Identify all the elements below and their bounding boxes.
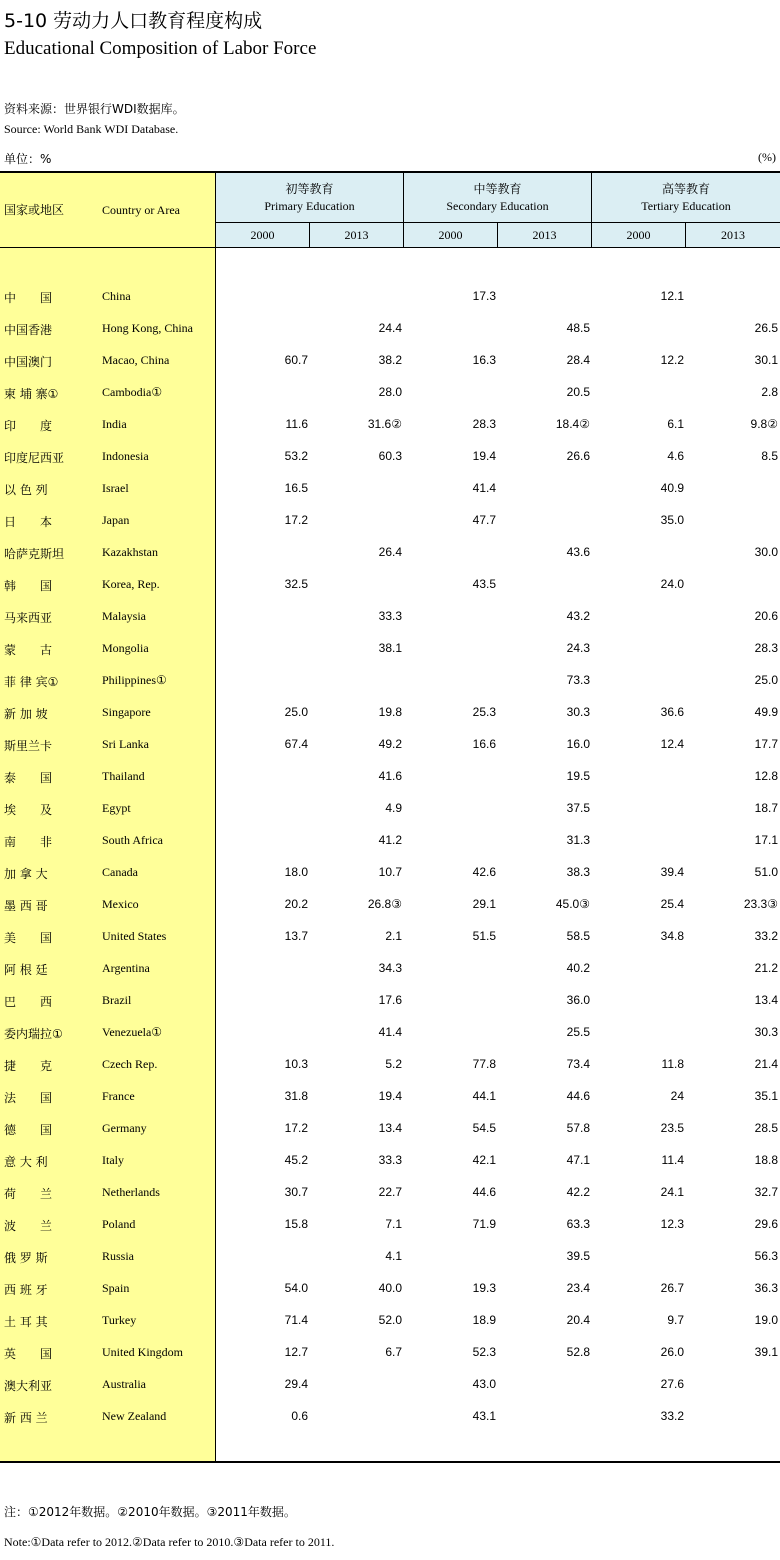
table-row	[0, 1400, 780, 1432]
country-name-en: Macao, China	[102, 353, 170, 367]
country-name-en: Cambodia①	[102, 385, 163, 399]
value-cell: 36.0	[566, 993, 590, 1007]
value-cell: 71.4	[284, 1313, 308, 1327]
value-cell: 4.1	[385, 1249, 402, 1263]
value-cell: 43.5	[472, 577, 496, 591]
value-cell: 71.9	[472, 1217, 496, 1231]
value-cell: 43.6	[566, 545, 590, 559]
value-cell: 12.8	[754, 769, 778, 783]
table-row	[0, 728, 780, 760]
value-cell: 16.0	[566, 737, 590, 751]
country-name-cn: 新 加 坡	[4, 707, 48, 721]
value-cell: 15.8	[284, 1217, 308, 1231]
country-name-en: Kazakhstan	[102, 545, 158, 559]
value-cell: 18.7	[754, 801, 778, 815]
value-cell: 16.6	[472, 737, 496, 751]
value-cell: 12.7	[284, 1345, 308, 1359]
value-cell: 19.3	[472, 1281, 496, 1295]
unit-label-right: (%)	[758, 150, 776, 164]
value-cell: 6.1	[667, 417, 684, 431]
table-row	[0, 568, 780, 600]
table-row	[0, 1336, 780, 1368]
value-cell: 31.3	[566, 833, 590, 847]
value-cell: 35.0	[660, 513, 684, 527]
value-cell: 12.2	[660, 353, 684, 367]
country-name-cn: 韩 国	[4, 579, 53, 593]
source-note-en: Source: World Bank WDI Database.	[4, 122, 179, 136]
country-name-en: Russia	[102, 1249, 135, 1263]
country-name-en: Spain	[102, 1281, 130, 1295]
country-name-cn: 以 色 列	[4, 483, 48, 497]
country-name-en: China	[102, 289, 131, 303]
value-cell: 24.4	[378, 321, 402, 335]
value-cell: 43.1	[472, 1409, 496, 1423]
country-name-en: Netherlands	[102, 1185, 160, 1199]
value-cell: 20.6	[754, 609, 778, 623]
value-cell: 34.3	[378, 961, 402, 975]
value-cell: 13.4	[754, 993, 778, 1007]
value-cell: 12.1	[660, 289, 684, 303]
table-title-en: Educational Composition of Labor Force	[4, 38, 317, 59]
country-name-en: Italy	[102, 1153, 124, 1167]
unit-label-cn: 单位：%	[4, 152, 52, 166]
value-cell: 17.6	[378, 993, 402, 1007]
country-name-en: Poland	[102, 1217, 136, 1231]
country-name-en: Malaysia	[102, 609, 146, 623]
value-cell: 24.1	[660, 1185, 684, 1199]
value-cell: 22.7	[378, 1185, 402, 1199]
country-name-cn: 委内瑞拉①	[4, 1027, 63, 1041]
value-cell: 37.5	[566, 801, 590, 815]
value-cell: 7.1	[385, 1217, 402, 1231]
value-cell: 67.4	[284, 737, 308, 751]
value-cell: 36.3	[754, 1281, 778, 1295]
value-cell: 40.2	[566, 961, 590, 975]
value-cell: 18.4②	[555, 417, 590, 431]
header-group-en: Secondary Education	[446, 199, 549, 213]
country-name-en: Sri Lanka	[102, 737, 149, 751]
country-name-cn: 柬 埔 寨①	[4, 387, 59, 401]
value-cell: 40.9	[660, 481, 684, 495]
value-cell: 28.3	[472, 417, 496, 431]
country-name-cn: 中国澳门	[4, 355, 53, 369]
country-name-en: South Africa	[102, 833, 163, 847]
table-row	[0, 792, 780, 824]
value-cell: 47.7	[472, 513, 496, 527]
value-cell: 60.7	[284, 353, 308, 367]
country-name-en: Mexico	[102, 897, 139, 911]
country-name-cn: 土 耳 其	[4, 1315, 48, 1329]
value-cell: 28.4	[566, 353, 590, 367]
header-group-cn: 高等教育	[661, 182, 710, 196]
value-cell: 19.8	[378, 705, 402, 719]
header-group-en: Tertiary Education	[641, 199, 731, 213]
value-cell: 52.0	[378, 1313, 402, 1327]
country-name-cn: 德 国	[4, 1123, 53, 1137]
footnote-en: Note:①Data refer to 2012.②Data refer to 2010.③Data refer to 2011.	[4, 1535, 335, 1549]
table-row	[0, 984, 780, 1016]
value-cell: 17.2	[284, 513, 308, 527]
value-cell: 26.7	[660, 1281, 684, 1295]
table-row	[0, 600, 780, 632]
table-row	[0, 1176, 780, 1208]
value-cell: 8.5	[761, 449, 778, 463]
country-name-cn: 蒙 古	[4, 643, 53, 657]
country-name-en: Philippines①	[102, 673, 167, 687]
table-row	[0, 1080, 780, 1112]
value-cell: 33.2	[754, 929, 778, 943]
value-cell: 58.5	[566, 929, 590, 943]
value-cell: 9.7	[667, 1313, 684, 1327]
value-cell: 25.5	[566, 1025, 590, 1039]
value-cell: 41.2	[378, 833, 402, 847]
table-row	[0, 280, 780, 312]
value-cell: 16.3	[472, 353, 496, 367]
country-name-cn: 美 国	[4, 931, 53, 945]
value-cell: 43.0	[472, 1377, 496, 1391]
value-cell: 52.3	[472, 1345, 496, 1359]
country-name-cn: 泰 国	[4, 771, 53, 785]
table-row	[0, 344, 780, 376]
value-cell: 24.0	[660, 577, 684, 591]
value-cell: 35.1	[754, 1089, 778, 1103]
value-cell: 41.4	[378, 1025, 402, 1039]
table-title-cn: 5-10 劳动力人口教育程度构成	[4, 10, 263, 32]
country-name-en: Mongolia	[102, 641, 149, 655]
table-row	[0, 824, 780, 856]
value-cell: 26.4	[378, 545, 402, 559]
value-cell: 20.4	[566, 1313, 590, 1327]
value-cell: 54.0	[284, 1281, 308, 1295]
country-name-cn: 印度尼西亚	[4, 451, 65, 465]
value-cell: 19.5	[566, 769, 590, 783]
value-cell: 54.5	[472, 1121, 496, 1135]
value-cell: 23.3③	[743, 897, 778, 911]
country-name-cn: 加 拿 大	[4, 867, 48, 881]
table-row	[0, 1112, 780, 1144]
country-name-cn: 俄 罗 斯	[4, 1251, 48, 1265]
value-cell: 30.7	[284, 1185, 308, 1199]
header-year: 2000	[626, 228, 651, 242]
footnote-cn: 注：①2012年数据。②2010年数据。③2011年数据。	[4, 1505, 296, 1519]
value-cell: 27.6	[660, 1377, 684, 1391]
value-cell: 17.1	[754, 833, 778, 847]
value-cell: 38.1	[378, 641, 402, 655]
value-cell: 17.7	[754, 737, 778, 751]
country-name-en: United States	[102, 929, 167, 943]
header-year: 2013	[721, 228, 745, 242]
value-cell: 48.5	[566, 321, 590, 335]
value-cell: 25.0	[754, 673, 778, 687]
value-cell: 51.0	[754, 865, 778, 879]
header-group-en: Primary Education	[264, 199, 355, 213]
table-row	[0, 376, 780, 408]
value-cell: 44.1	[472, 1089, 496, 1103]
header-group-cn: 中等教育	[473, 182, 522, 196]
value-cell: 36.6	[660, 705, 684, 719]
country-name-en: New Zealand	[102, 1409, 167, 1423]
value-cell: 11.4	[661, 1153, 684, 1167]
country-name-cn: 南 非	[4, 835, 53, 849]
country-name-cn: 捷 克	[4, 1059, 53, 1073]
table-row	[0, 504, 780, 536]
value-cell: 39.5	[566, 1249, 590, 1263]
value-cell: 19.4	[472, 449, 496, 463]
value-cell: 49.9	[754, 705, 778, 719]
country-name-cn: 日 本	[4, 515, 53, 529]
value-cell: 39.4	[660, 865, 684, 879]
value-cell: 43.2	[566, 609, 590, 623]
header-group-secondary	[404, 181, 591, 215]
value-cell: 30.3	[754, 1025, 778, 1039]
value-cell: 31.6②	[367, 417, 402, 431]
value-cell: 26.6	[566, 449, 590, 463]
value-cell: 11.8	[661, 1057, 684, 1071]
value-cell: 23.5	[660, 1121, 684, 1135]
country-name-cn: 波 兰	[4, 1219, 53, 1233]
table-row	[0, 408, 780, 440]
value-cell: 45.2	[284, 1153, 308, 1167]
source-note-cn: 资料来源：世界银行WDI数据库。	[4, 102, 185, 116]
country-name-en: Japan	[102, 513, 130, 527]
value-cell: 32.7	[754, 1185, 778, 1199]
value-cell: 40.0	[378, 1281, 402, 1295]
value-cell: 30.0	[754, 545, 778, 559]
value-cell: 16.5	[284, 481, 308, 495]
country-name-cn: 阿 根 廷	[4, 963, 48, 977]
value-cell: 47.1	[566, 1153, 590, 1167]
country-name-cn: 埃 及	[4, 803, 53, 817]
country-name-cn: 荷 兰	[4, 1187, 53, 1201]
value-cell: 28.0	[378, 385, 402, 399]
value-cell: 18.0	[284, 865, 308, 879]
value-cell: 52.8	[566, 1345, 590, 1359]
value-cell: 13.7	[284, 929, 308, 943]
value-cell: 29.6	[754, 1217, 778, 1231]
value-cell: 9.8②	[750, 417, 778, 431]
value-cell: 25.0	[284, 705, 308, 719]
country-name-cn: 澳大利亚	[4, 1379, 53, 1393]
country-name-en: Thailand	[102, 769, 145, 783]
value-cell: 45.0③	[555, 897, 590, 911]
table-row	[0, 952, 780, 984]
country-name-en: Czech Rep.	[102, 1057, 158, 1071]
value-cell: 2.8	[761, 385, 778, 399]
country-name-cn: 西 班 牙	[4, 1283, 48, 1297]
table-row	[0, 312, 780, 344]
value-cell: 21.2	[754, 961, 778, 975]
table-row	[0, 1304, 780, 1336]
value-cell: 39.1	[754, 1345, 778, 1359]
country-name-cn: 菲 律 宾①	[4, 675, 59, 689]
header-year: 2000	[250, 228, 275, 242]
country-name-cn: 哈萨克斯坦	[4, 547, 65, 561]
value-cell: 41.4	[472, 481, 496, 495]
header-year: 2013	[532, 228, 557, 242]
value-cell: 33.3	[378, 609, 402, 623]
country-name-cn: 中国香港	[4, 323, 53, 337]
value-cell: 32.5	[284, 577, 308, 591]
value-cell: 57.8	[566, 1121, 590, 1135]
value-cell: 63.3	[566, 1217, 590, 1231]
value-cell: 17.3	[472, 289, 496, 303]
value-cell: 42.1	[472, 1153, 496, 1167]
country-name-en: Brazil	[102, 993, 132, 1007]
header-group-primary	[216, 181, 403, 215]
value-cell: 17.2	[284, 1121, 308, 1135]
value-cell: 29.4	[284, 1377, 308, 1391]
value-cell: 73.3	[566, 673, 590, 687]
value-cell: 44.6	[472, 1185, 496, 1199]
value-cell: 20.5	[566, 385, 590, 399]
value-cell: 24	[670, 1089, 684, 1103]
value-cell: 25.4	[660, 897, 684, 911]
country-name-en: Indonesia	[102, 449, 149, 463]
country-name-en: Germany	[102, 1121, 147, 1135]
value-cell: 18.8	[754, 1153, 778, 1167]
header-group-tertiary	[592, 181, 780, 215]
value-cell: 42.2	[566, 1185, 590, 1199]
country-name-en: Australia	[102, 1377, 146, 1391]
value-cell: 12.3	[660, 1217, 684, 1231]
country-name-cn: 巴 西	[4, 995, 53, 1009]
table-row	[0, 856, 780, 888]
country-name-en: India	[102, 417, 127, 431]
value-cell: 18.9	[472, 1313, 496, 1327]
value-cell: 41.6	[378, 769, 402, 783]
country-name-en: Korea, Rep.	[102, 577, 160, 591]
country-name-en: Israel	[102, 481, 129, 495]
table-row	[0, 536, 780, 568]
country-name-en: Canada	[102, 865, 138, 879]
value-cell: 53.2	[284, 449, 308, 463]
table-row	[0, 760, 780, 792]
value-cell: 13.4	[378, 1121, 402, 1135]
header-country-cn: 国家或地区	[4, 203, 65, 217]
value-cell: 30.3	[566, 705, 590, 719]
country-name-en: Singapore	[102, 705, 151, 719]
country-name-cn: 意 大 利	[4, 1155, 48, 1169]
country-name-cn: 马来西亚	[4, 611, 53, 625]
value-cell: 2.1	[385, 929, 402, 943]
table-row	[0, 632, 780, 664]
value-cell: 49.2	[378, 737, 402, 751]
header-year: 2013	[344, 228, 369, 242]
value-cell: 4.6	[667, 449, 684, 463]
value-cell: 24.3	[566, 641, 590, 655]
value-cell: 38.2	[378, 353, 402, 367]
table-row	[0, 472, 780, 504]
country-name-cn: 中 国	[4, 291, 53, 305]
value-cell: 5.2	[385, 1057, 402, 1071]
country-name-en: France	[102, 1089, 135, 1103]
country-name-en: Egypt	[102, 801, 131, 815]
table-bottom-rule	[0, 1461, 780, 1463]
value-cell: 44.6	[566, 1089, 590, 1103]
value-cell: 34.8	[660, 929, 684, 943]
value-cell: 6.7	[385, 1345, 402, 1359]
value-cell: 26.0	[660, 1345, 684, 1359]
table-row	[0, 1240, 780, 1272]
value-cell: 42.6	[472, 865, 496, 879]
table-row	[0, 1048, 780, 1080]
value-cell: 25.3	[472, 705, 496, 719]
value-cell: 60.3	[378, 449, 402, 463]
value-cell: 0.6	[291, 1409, 308, 1423]
table-row	[0, 1208, 780, 1240]
value-cell: 21.4	[754, 1057, 778, 1071]
value-cell: 19.4	[378, 1089, 402, 1103]
country-name-cn: 印 度	[4, 419, 53, 433]
table-row	[0, 1016, 780, 1048]
divider	[0, 247, 780, 248]
country-name-cn: 法 国	[4, 1091, 53, 1105]
value-cell: 28.5	[754, 1121, 778, 1135]
value-cell: 51.5	[472, 929, 496, 943]
country-name-cn: 墨 西 哥	[4, 899, 48, 913]
table-row	[0, 920, 780, 952]
table-row	[0, 440, 780, 472]
country-name-en: Argentina	[102, 961, 150, 975]
value-cell: 31.8	[284, 1089, 308, 1103]
value-cell: 33.2	[660, 1409, 684, 1423]
value-cell: 10.3	[284, 1057, 308, 1071]
value-cell: 4.9	[385, 801, 402, 815]
value-cell: 26.8③	[367, 897, 402, 911]
header-country-en: Country or Area	[102, 203, 180, 217]
country-name-cn: 斯里兰卡	[4, 739, 53, 753]
value-cell: 29.1	[472, 897, 496, 911]
table-row	[0, 664, 780, 696]
value-cell: 73.4	[566, 1057, 590, 1071]
value-cell: 10.7	[378, 865, 402, 879]
table-row	[0, 1272, 780, 1304]
country-name-en: Venezuela①	[102, 1025, 163, 1039]
table-row	[0, 1144, 780, 1176]
header-group-cn: 初等教育	[285, 182, 334, 196]
value-cell: 19.0	[754, 1313, 778, 1327]
value-cell: 77.8	[472, 1057, 496, 1071]
header-year: 2000	[438, 228, 463, 242]
divider	[216, 222, 780, 223]
value-cell: 30.1	[754, 353, 778, 367]
country-name-cn: 英 国	[4, 1347, 53, 1361]
table-row	[0, 888, 780, 920]
country-name-en: United Kingdom	[102, 1345, 183, 1359]
value-cell: 12.4	[660, 737, 684, 751]
country-name-cn: 新 西 兰	[4, 1411, 48, 1425]
country-name-en: Hong Kong, China	[102, 321, 193, 335]
value-cell: 33.3	[378, 1153, 402, 1167]
value-cell: 56.3	[754, 1249, 778, 1263]
value-cell: 38.3	[566, 865, 590, 879]
value-cell: 11.6	[285, 417, 308, 431]
value-cell: 20.2	[284, 897, 308, 911]
table-row	[0, 1368, 780, 1400]
value-cell: 23.4	[566, 1281, 590, 1295]
country-name-en: Turkey	[102, 1313, 137, 1327]
value-cell: 28.3	[754, 641, 778, 655]
table-row	[0, 696, 780, 728]
value-cell: 26.5	[754, 321, 778, 335]
